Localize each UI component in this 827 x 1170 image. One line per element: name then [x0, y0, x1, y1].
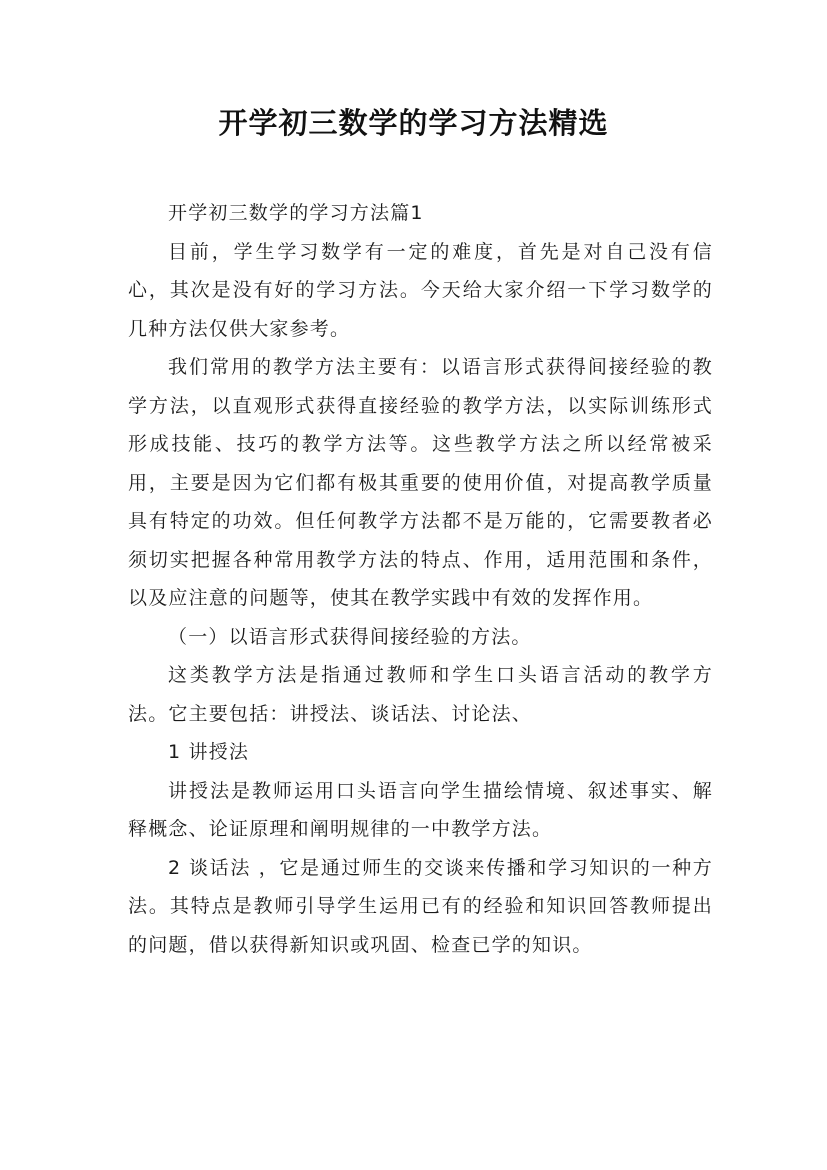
- subsection-heading: （一）以语言形式获得间接经验的方法。: [168, 625, 532, 648]
- document-body: [128, 194, 713, 964]
- paragraph-conversation: 2 谈话法 ，它是通过师生的交谈来传播和学习知识的一种方法。其特点是教师引导学生运用已有的经验和知识回答教师提出的问题，借以获得新知识或巩固、检查已学的知识。: [128, 856, 713, 956]
- item-heading-lecture: 1 讲授法: [168, 741, 250, 763]
- section-heading: 开学初三数学的学习方法篇1: [168, 202, 424, 224]
- paragraph-methods: 我们常用的教学方法主要有：以语言形式获得间接经验的教学方法，以直观形式获得直接经验的教学方法，以实际训练形式形成技能、技巧的教学方法等。这些教学方法之所以经常被采用，主要是因为它们都有极其重要的使用价值，对提高教学质量具有特定的功效。但任何教学方法都不是万能的，它需要教者必须切实把握各种常用教学方法的特点、作用，适用范围和条件，以及应注意的问题等，使其在教学实践中有效的发挥作用。: [128, 356, 713, 609]
- paragraph-lecture: 讲授法是教师运用口头语言向学生描绘情境、叙述事实、解释概念、论证原理和阐明规律的一中教学方法。: [128, 779, 713, 840]
- paragraph-verbal-methods: 这类教学方法是指通过教师和学生口头语言活动的教学方法。它主要包括：讲授法、谈话法、讨论法、: [128, 664, 713, 725]
- document-title: 开学初三数学的学习方法精选: [218, 106, 609, 140]
- paragraph-intro: 目前，学生学习数学有一定的难度，首先是对自己没有信心，其次是没有好的学习方法。今天给大家介绍一下学习数学的几种方法仅供大家参考。: [128, 240, 713, 340]
